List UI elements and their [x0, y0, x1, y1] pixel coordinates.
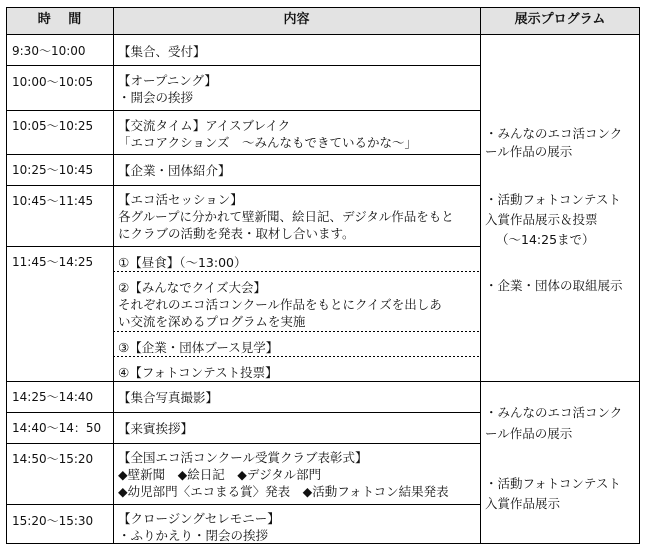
program-title: 【エコ活セッション】: [118, 192, 243, 207]
program-detail: ◆幼児部門〈エコまる賞〉発表 ◆活動フォトコン結果発表: [118, 484, 449, 499]
program-detail: ・開会の挨拶: [118, 90, 194, 105]
program-detail: 各グループに分かれて壁新聞、絵日記、デジタル作品をもと: [118, 209, 454, 224]
exhibit-pm-line: ・活動フォトコンテスト: [485, 476, 621, 491]
exhibit-am-line: 入賞作品展示＆投票: [485, 212, 598, 227]
subitem-title: ④【フォトコンテスト投票】: [118, 365, 278, 380]
exhibit-pm-line: ール作品の展示: [485, 426, 573, 441]
subitem-detail: い交流を深めるプログラムを実施: [118, 314, 306, 329]
header-exhibit: 展示プログラム: [514, 12, 606, 27]
program-detail: にクラブの活動を発表・取材し合います。: [118, 226, 355, 241]
header-time: 時 間: [37, 12, 82, 27]
exhibit-am-line: ・企業・団体の取組展示: [485, 278, 623, 293]
program-detail: ・ふりかえり・閉会の挨拶: [118, 528, 269, 543]
program-title: 【集合、受付】: [118, 44, 206, 59]
exhibit-am-line: ール作品の展示: [485, 144, 573, 159]
time-cell: 10:25～10:45: [12, 163, 94, 177]
time-cell: 11:45～14:25: [12, 255, 94, 269]
exhibit-pm-line: ・みんなのエコ活コンク: [485, 405, 623, 420]
subitem-detail: それぞれのエコ活コンクール作品をもとにクイズを出しあ: [118, 297, 442, 312]
program-title: 【来賓挨拶】: [118, 421, 194, 436]
exhibit-pm-line: 入賞作品展示: [485, 496, 561, 511]
time-cell: 14:25～14:40: [12, 390, 94, 404]
program-title: 【交流タイム】アイスブレイク: [118, 118, 291, 133]
program-detail: 「エコアクションズ ～みんなもできているかな～」: [118, 135, 418, 150]
program-title: 【全国エコ活コンクール受賞クラブ表彰式】: [118, 450, 368, 465]
exhibit-am-line: （～14:25まで）: [496, 232, 595, 247]
time-cell: 10:00～10:05: [12, 75, 94, 89]
time-cell: 10:05～10:25: [12, 119, 94, 133]
subitem-title: ③【企業・団体ブース見学】: [118, 340, 279, 355]
program-title: 【オープニング】: [118, 73, 217, 88]
program-title: 【クロージングセレモニー】: [118, 511, 280, 526]
time-cell: 14:50～15:20: [12, 452, 94, 466]
program-title: 【集合写真撮影】: [118, 390, 219, 405]
exhibit-am-line: ・活動フォトコンテスト: [485, 192, 621, 207]
program-detail: ◆壁新聞 ◆絵日記 ◆デジタル部門: [118, 467, 322, 482]
program-title: 【企業・団体紹介】: [118, 163, 231, 178]
exhibit-am-line: ・みんなのエコ活コンク: [485, 126, 623, 141]
time-cell: 14:40～14：50: [12, 421, 102, 435]
subitem-lunch: ①【昼食】（～13:00）: [118, 255, 247, 270]
header-content: 内容: [283, 12, 310, 27]
subitem-title: ②【みんなでクイズ大会】: [118, 280, 266, 295]
time-cell: 15:20～15:30: [12, 514, 94, 528]
time-cell: 10:45～11:45: [12, 194, 94, 208]
time-cell: 9:30～10:00: [12, 44, 86, 58]
